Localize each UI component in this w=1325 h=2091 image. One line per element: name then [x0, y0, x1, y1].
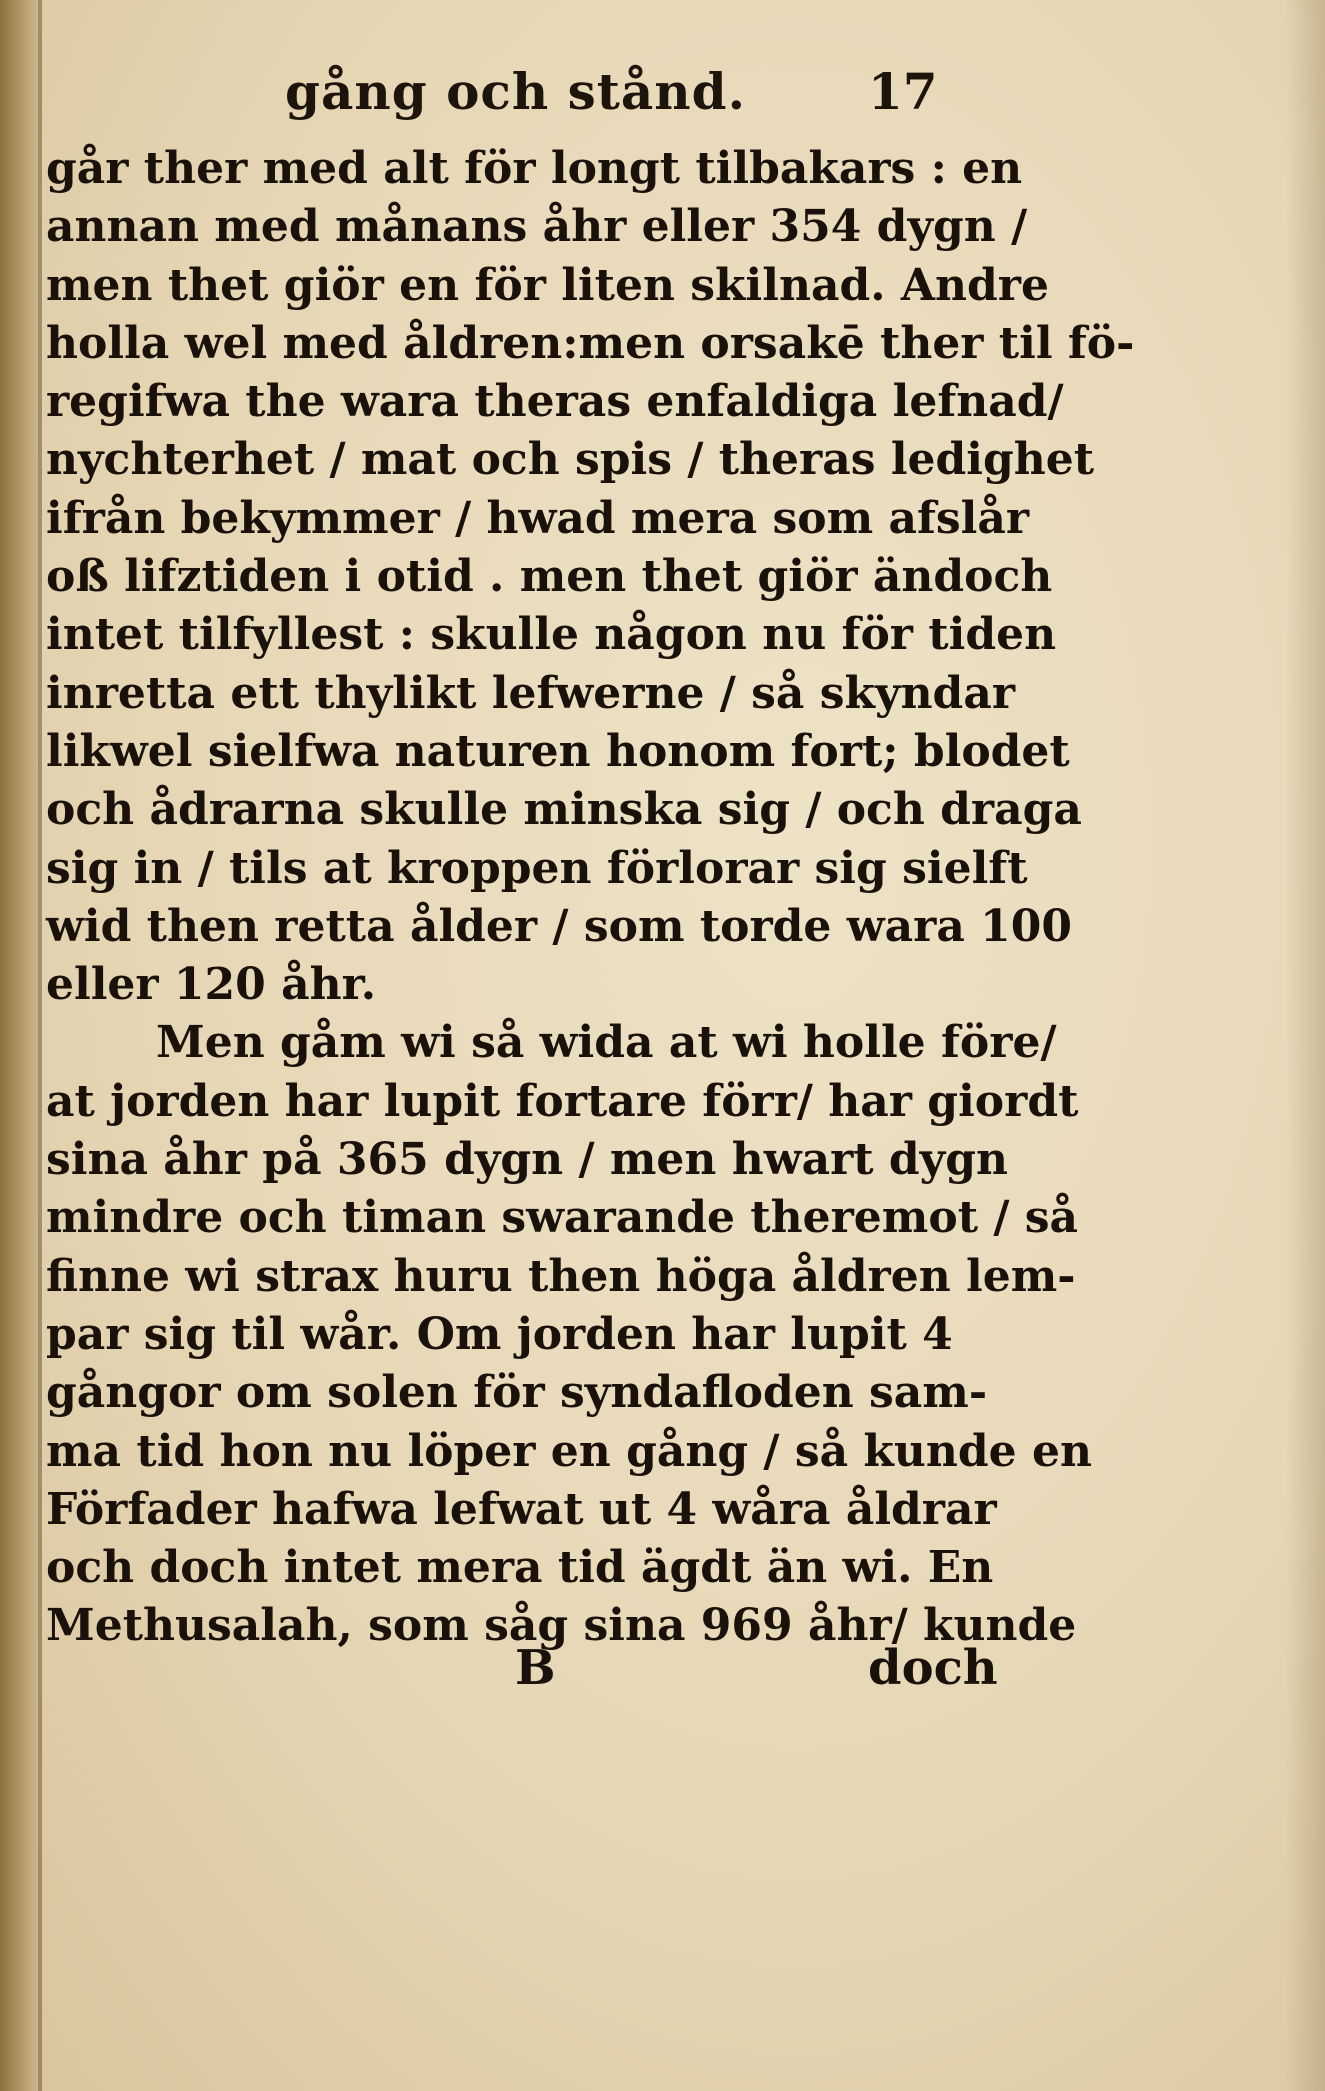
text-line: intet tilfyllest : skulle någon nu för tiden	[46, 609, 1057, 661]
running-head: gång och stånd.	[285, 62, 746, 121]
page-number: 17	[868, 62, 938, 121]
text-line: sina åhr på 365 dygn / men hwart dygn	[46, 1134, 1009, 1186]
text-line: och ådrarna skulle minska sig / och draga	[46, 784, 1082, 836]
text-line: par sig til wår. Om jorden har lupit 4	[46, 1308, 953, 1360]
text-line: Förfader hafwa lefwat ut 4 wåra åldrar	[46, 1483, 997, 1535]
text-line: holla wel med åldren:men orsakē ther til fö-	[46, 317, 1135, 369]
binding-gutter	[0, 0, 38, 2091]
text-line: inretta ett thylikt lefwerne / så skyndar	[46, 667, 1016, 719]
text-line: ma tid hon nu löper en gång / så kunde en	[46, 1425, 1092, 1477]
catchword: doch	[868, 1640, 998, 1696]
text-line: går ther med alt för longt tilbakars : en	[46, 143, 1023, 194]
text-line: finne wi strax huru then höga åldren lem-	[46, 1250, 1076, 1302]
text-line: ifrån bekymmer / hwad mera som afslår	[46, 492, 1030, 544]
page-edge-shadow	[1285, 0, 1325, 2091]
text-line: wid then retta ålder / som torde wara 100	[46, 900, 1072, 952]
paragraph-start-line: Men gåm wi så wida at wi holle före/	[156, 1017, 1057, 1069]
text-line: at jorden har lupit fortare förr/ har giordt	[46, 1075, 1079, 1127]
text-line: men thet giör en för liten skilnad. Andre	[46, 259, 1049, 311]
text-line: oß lifztiden i otid . men thet giör ändoch	[46, 551, 1053, 603]
text-line: eller 120 åhr.	[46, 959, 377, 1011]
text-line: annan med månans åhr eller 354 dygn /	[46, 201, 1028, 253]
page-header	[0, 62, 1325, 132]
text-line: sig in / tils at kroppen förlorar sig sielft	[46, 842, 1028, 894]
text-line: och doch intet mera tid ägdt än wi. En	[46, 1542, 994, 1594]
text-line: gångor om solen för syndafloden sam-	[46, 1367, 988, 1419]
text-line: Methusalah, som såg sina 969 åhr/ kunde	[46, 1600, 1077, 1652]
gutter-fold-line	[38, 0, 42, 2091]
text-line: likwel sielfwa naturen honom fort; blodet	[46, 725, 1070, 777]
page-footer	[0, 1640, 1325, 1710]
signature-mark: B	[515, 1640, 556, 1696]
body-text	[46, 140, 1135, 1656]
text-line: regifwa the wara theras enfaldiga lefnad/	[46, 376, 1064, 428]
text-line: mindre och timan swarande theremot / så	[46, 1192, 1079, 1244]
text-line: nychterhet / mat och spis / theras ledighet	[46, 434, 1095, 486]
